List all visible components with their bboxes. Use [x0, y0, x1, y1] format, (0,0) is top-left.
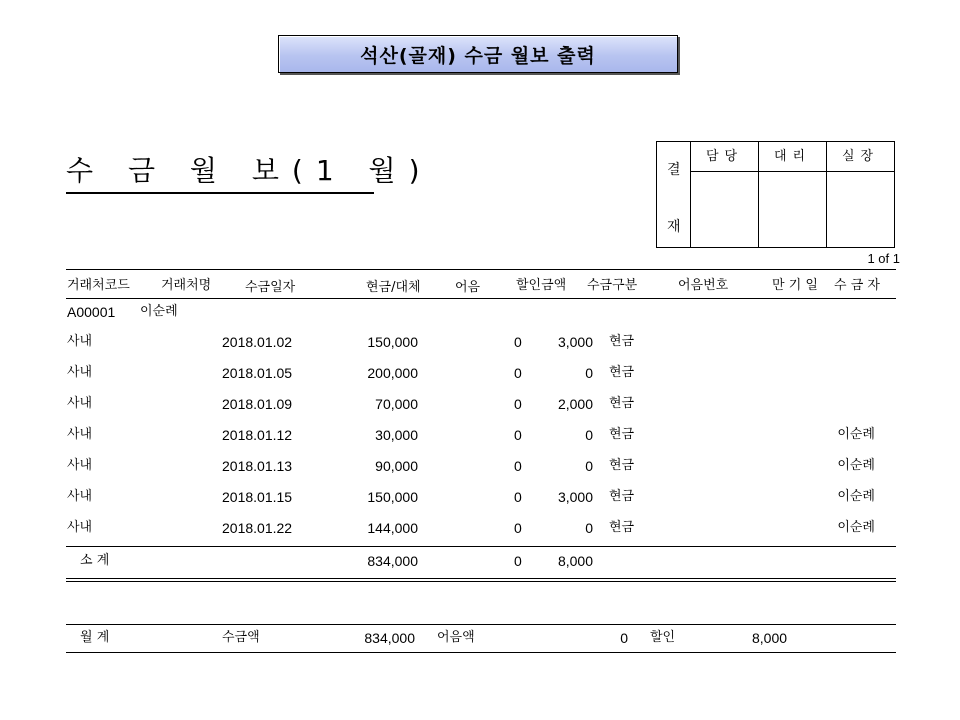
- header-cash: 현금/대체: [366, 280, 421, 295]
- row-date: 2018.01.12: [222, 427, 293, 443]
- approval-label: [657, 142, 691, 247]
- approval-col-chief: [827, 142, 894, 247]
- monthly-collected: 834,000: [364, 630, 415, 646]
- approval-col-chief-label: 실장: [827, 142, 894, 172]
- row-date: 2018.01.13: [222, 458, 293, 474]
- row-type: 현금: [609, 396, 635, 411]
- row-discount: 0: [585, 365, 593, 381]
- approval-col-manager: [691, 142, 759, 247]
- monthly-bill: 0: [620, 630, 628, 646]
- approval-box: [656, 141, 895, 248]
- group-code: A00001: [67, 304, 116, 320]
- row-client: 사내: [67, 489, 93, 504]
- subtotal-discount: 8,000: [557, 553, 593, 569]
- report-title: 수 금 월 보(1 월): [66, 150, 374, 194]
- monthly-discount-label: 할인: [650, 630, 676, 645]
- row-bill: 0: [514, 365, 522, 381]
- row-bill: 0: [514, 396, 522, 412]
- approval-label-bottom: 재: [667, 219, 681, 235]
- monthly-bottom-rule: [66, 652, 896, 653]
- header-type: 수금구분: [587, 278, 638, 293]
- row-cash: 144,000: [367, 520, 418, 536]
- approval-label-top: 결: [667, 162, 681, 178]
- row-bill: 0: [514, 489, 522, 505]
- header-bill-no: 어음번호: [678, 278, 729, 293]
- header-bill: 어음: [455, 280, 481, 295]
- row-date: 2018.01.02: [222, 334, 293, 350]
- row-client: 사내: [67, 520, 93, 535]
- row-client: 사내: [67, 334, 93, 349]
- row-discount: 3,000: [557, 489, 593, 505]
- row-type: 현금: [609, 489, 635, 504]
- header-top-rule: [66, 269, 896, 270]
- monthly-discount: 8,000: [752, 630, 788, 646]
- row-bill: 0: [514, 334, 522, 350]
- row-discount: 0: [585, 458, 593, 474]
- row-date: 2018.01.22: [222, 520, 293, 536]
- approval-col-deputy: [759, 142, 827, 247]
- row-collector: 이순례: [837, 520, 875, 535]
- header-client-code: 거래처코드: [67, 278, 130, 293]
- approval-col-deputy-label: 대리: [759, 142, 826, 172]
- row-discount: 3,000: [557, 334, 593, 350]
- row-type: 현금: [609, 520, 635, 535]
- row-date: 2018.01.05: [222, 365, 293, 381]
- row-date: 2018.01.09: [222, 396, 293, 412]
- row-discount: 0: [585, 520, 593, 536]
- row-discount: 2,000: [557, 396, 593, 412]
- row-client: 사내: [67, 365, 93, 380]
- subtotal-top-rule: [66, 546, 896, 547]
- monthly-top-rule: [66, 624, 896, 625]
- row-collector: 이순례: [837, 489, 875, 504]
- subtotal-bottom-rule: [66, 578, 896, 582]
- page-number: 1 of 1: [867, 251, 900, 266]
- monthly-bill-label: 어음액: [437, 630, 475, 645]
- row-type: 현금: [609, 458, 635, 473]
- row-cash: 30,000: [375, 427, 418, 443]
- header-due: 만 기 일: [772, 278, 818, 293]
- approval-col-manager-label: 담당: [691, 142, 758, 172]
- row-collector: 이순례: [837, 458, 875, 473]
- row-type: 현금: [609, 334, 635, 349]
- header-client-name: 거래처명: [161, 278, 212, 293]
- row-bill: 0: [514, 520, 522, 536]
- page-banner-title: 석산(골재) 수금 월보 출력: [278, 35, 678, 73]
- group-name: 이순례: [140, 304, 178, 319]
- row-discount: 0: [585, 427, 593, 443]
- monthly-label: 월 계: [80, 630, 110, 645]
- header-date: 수금일자: [245, 280, 296, 295]
- row-type: 현금: [609, 365, 635, 380]
- row-bill: 0: [514, 458, 522, 474]
- row-collector: 이순례: [837, 427, 875, 442]
- row-cash: 200,000: [367, 365, 418, 381]
- row-bill: 0: [514, 427, 522, 443]
- subtotal-cash: 834,000: [367, 553, 418, 569]
- row-client: 사내: [67, 458, 93, 473]
- row-client: 사내: [67, 396, 93, 411]
- subtotal-label: 소 계: [80, 553, 110, 568]
- row-cash: 150,000: [367, 334, 418, 350]
- header-collector: 수 금 자: [834, 278, 880, 293]
- header-discount: 할인금액: [516, 278, 567, 293]
- row-cash: 90,000: [375, 458, 418, 474]
- row-client: 사내: [67, 427, 93, 442]
- row-cash: 70,000: [375, 396, 418, 412]
- subtotal-bill: 0: [514, 553, 522, 569]
- row-date: 2018.01.15: [222, 489, 293, 505]
- header-bottom-rule: [66, 298, 896, 299]
- monthly-collected-label: 수금액: [222, 630, 260, 645]
- row-cash: 150,000: [367, 489, 418, 505]
- row-type: 현금: [609, 427, 635, 442]
